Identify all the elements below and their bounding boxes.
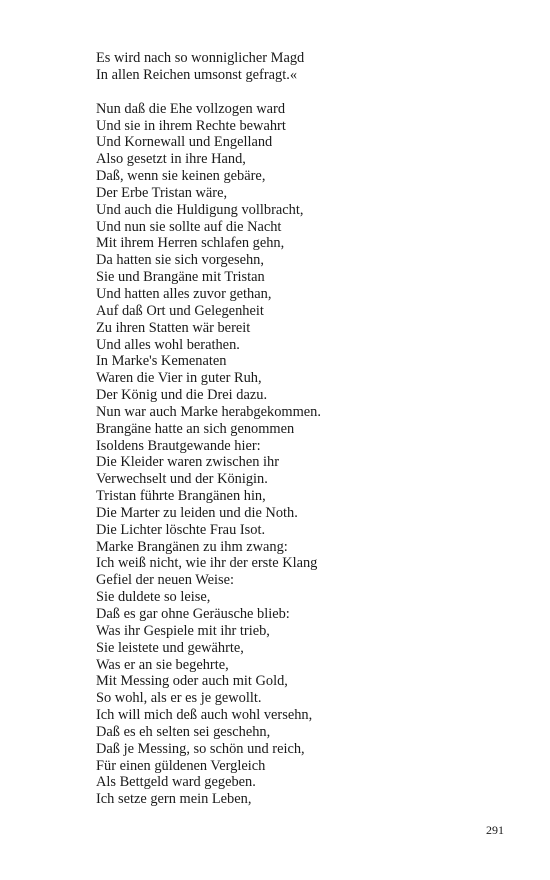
verse-line: Marke Brangänen zu ihm zwang: — [96, 538, 288, 555]
verse-line: Nun war auch Marke herabgekommen. — [96, 403, 321, 420]
verse-line: Der König und die Drei dazu. — [96, 387, 268, 404]
verse-line: Ich will mich deß auch wohl versehn, — [96, 707, 313, 724]
verse-line: Ich weiß nicht, wie ihr der erste Klang — [96, 555, 318, 572]
stanza — [96, 101, 516, 808]
verse-line: Die Kleider waren zwischen ihr — [96, 454, 280, 471]
verse-line: Da hatten sie sich vorgesehn, — [96, 252, 264, 269]
verse-line: Der Erbe Tristan wäre, — [96, 184, 228, 201]
verse-line: Mit ihrem Herren schlafen gehn, — [96, 235, 285, 252]
verse-line: Die Marter zu leiden und die Noth. — [96, 504, 298, 521]
stanza — [96, 50, 516, 84]
verse-line: Waren die Vier in guter Ruh, — [96, 370, 262, 387]
verse-line: Verwechselt und der Königin. — [96, 471, 268, 488]
verse-line: Daß, wenn sie keinen gebäre, — [96, 168, 266, 185]
verse-line: Gefiel der neuen Weise: — [96, 572, 235, 589]
verse-line: Sie leistete und gewährte, — [96, 639, 244, 656]
verse-line: Und hatten alles zuvor gethan, — [96, 285, 272, 302]
verse-line: Sie und Brangäne mit Tristan — [96, 269, 265, 286]
verse-line: Mit Messing oder auch mit Gold, — [96, 673, 288, 690]
verse-line: Was ihr Gespiele mit ihr trieb, — [96, 622, 270, 639]
page-number: 291 — [486, 823, 504, 837]
verse-line: Die Lichter löschte Frau Isot. — [96, 521, 266, 538]
verse-line: Und alles wohl berathen. — [96, 336, 240, 353]
verse-line: Also gesetzt in ihre Hand, — [96, 151, 246, 168]
verse-line: Für einen güldenen Vergleich — [96, 757, 266, 774]
verse-line: Was er an sie begehrte, — [96, 656, 229, 673]
verse-line: Daß es gar ohne Geräusche blieb: — [96, 606, 290, 622]
verse-line: Nun daß die Ehe vollzogen ward — [96, 100, 286, 117]
verse-line: Tristan führte Brangänen hin, — [96, 488, 266, 505]
verse-line: Als Bettgeld ward gegeben. — [96, 774, 256, 791]
verse-line: Isoldens Brautgewande hier: — [96, 437, 261, 454]
verse-line: Und sie in ihrem Rechte bewahrt — [96, 117, 286, 134]
verse-line: In allen Reichen umsonst gefragt.« — [96, 66, 298, 83]
verse-line: Es wird nach so wonniglicher Magd — [96, 50, 305, 66]
verse-line: Daß es eh selten sei geschehn, — [96, 723, 271, 740]
verse-line: Brangäne hatte an sich genommen — [96, 420, 295, 437]
verse-line: Zu ihren Statten wär bereit — [96, 319, 251, 336]
verse-line: Und auch die Huldigung vollbracht, — [96, 201, 304, 218]
poem-text — [96, 50, 516, 808]
verse-line: So wohl, als er es je gewollt. — [96, 690, 262, 707]
verse-line: Und Kornewall und Engelland — [96, 134, 273, 151]
verse-line: Ich setze gern mein Leben, — [96, 791, 252, 808]
verse-line: Daß je Messing, so schön und reich, — [96, 740, 305, 757]
verse-line: Sie duldete so leise, — [96, 589, 211, 606]
verse-line: Und nun sie sollte auf die Nacht — [96, 218, 282, 235]
verse-line: Auf daß Ort und Gelegenheit — [96, 302, 264, 319]
verse-line: In Marke's Kemenaten — [96, 353, 227, 370]
